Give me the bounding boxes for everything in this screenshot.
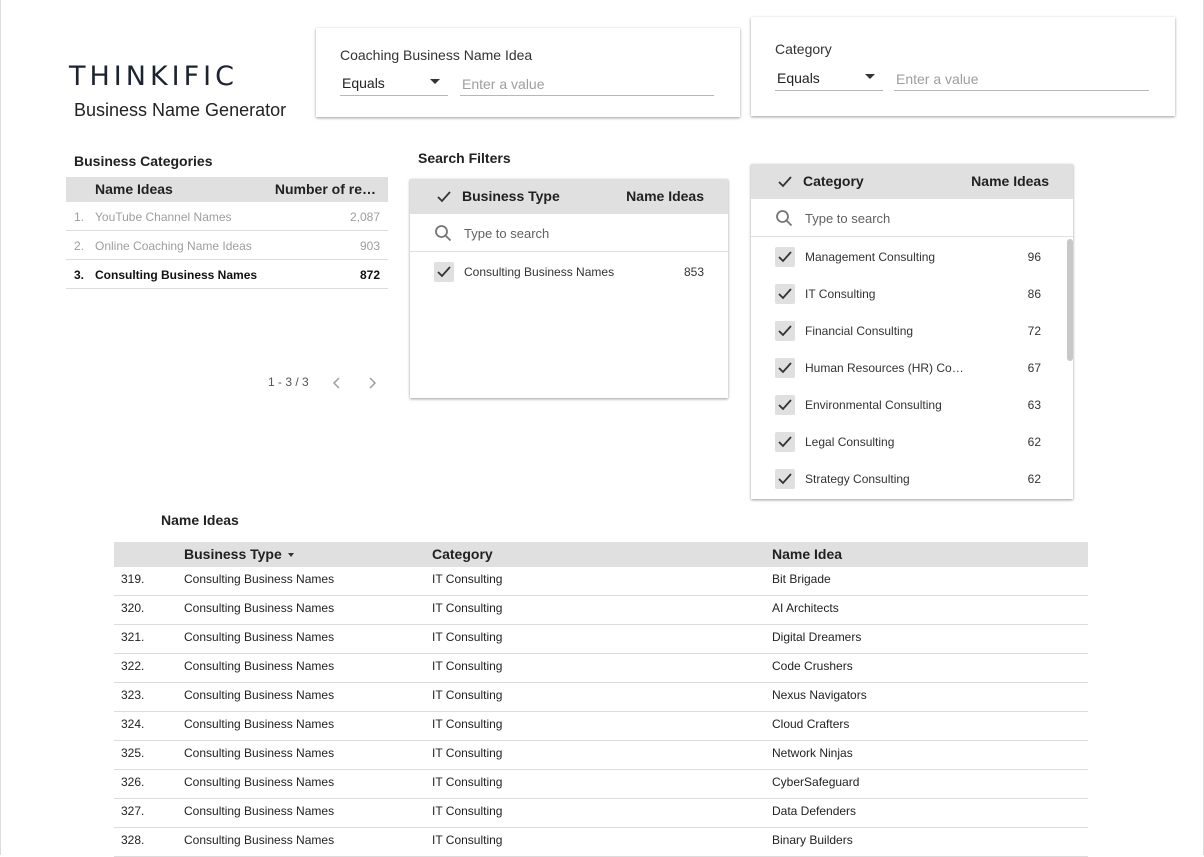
business-type-filter xyxy=(410,179,728,398)
item-count: 62 xyxy=(1027,435,1041,449)
row-name: Consulting Business Names xyxy=(95,268,258,282)
category-filter-card xyxy=(751,17,1175,116)
item-checkbox[interactable] xyxy=(775,432,795,452)
list-item[interactable] xyxy=(751,313,1073,350)
table-row[interactable] xyxy=(114,770,1088,799)
row-business-type: Consulting Business Names xyxy=(184,630,335,644)
category-operator-value: Equals xyxy=(777,70,820,86)
table-row[interactable] xyxy=(114,596,1088,625)
category-value-input[interactable] xyxy=(894,67,1149,91)
item-label: Legal Consulting xyxy=(805,435,895,449)
item-checkbox[interactable] xyxy=(775,469,795,489)
item-checkbox[interactable] xyxy=(434,262,454,282)
row-category: IT Consulting xyxy=(432,688,503,702)
category-filter-label: Category xyxy=(775,41,832,57)
row-category: IT Consulting xyxy=(432,775,503,789)
name-ideas-title: Name Ideas xyxy=(161,512,239,528)
row-name: Online Coaching Name Ideas xyxy=(95,239,252,253)
item-count: 96 xyxy=(1027,250,1041,264)
table-row[interactable] xyxy=(114,567,1088,596)
row-index: 2. xyxy=(74,239,85,253)
category-search[interactable] xyxy=(751,199,1073,237)
col-business-type: Business Type xyxy=(462,188,560,204)
row-name-idea: Cloud Crafters xyxy=(772,717,850,731)
chevron-right-icon[interactable] xyxy=(365,375,379,391)
row-count: 903 xyxy=(359,239,380,253)
chevron-down-icon xyxy=(430,79,440,84)
page-subtitle: Business Name Generator xyxy=(74,100,287,120)
search-filters-title: Search Filters xyxy=(418,150,511,166)
table-row[interactable] xyxy=(66,260,388,289)
row-category: IT Consulting xyxy=(432,833,503,847)
item-count: 63 xyxy=(1027,398,1041,412)
name-ideas-header xyxy=(114,542,1088,567)
name-idea-operator-select[interactable] xyxy=(340,72,448,96)
list-item[interactable] xyxy=(751,276,1073,313)
item-checkbox[interactable] xyxy=(775,321,795,341)
item-label: Management Consulting xyxy=(805,250,936,264)
category-operator-select[interactable] xyxy=(775,67,883,91)
select-all-checkbox[interactable] xyxy=(775,172,795,192)
row-count: 2,087 xyxy=(349,210,380,224)
row-category: IT Consulting xyxy=(432,572,503,586)
row-name-idea: Network Ninjas xyxy=(772,746,853,760)
row-name-idea: Digital Dreamers xyxy=(772,630,862,644)
chevron-left-icon[interactable] xyxy=(330,375,344,391)
item-checkbox[interactable] xyxy=(775,284,795,304)
category-list-header xyxy=(751,164,1073,199)
row-name-idea: Binary Builders xyxy=(772,833,853,847)
list-item[interactable] xyxy=(751,350,1073,387)
search-icon xyxy=(434,224,452,242)
table-header xyxy=(66,177,388,202)
item-count: 86 xyxy=(1027,287,1041,301)
category-list-filter xyxy=(751,164,1073,499)
row-index: 325. xyxy=(121,746,145,760)
row-name-idea: AI Architects xyxy=(772,601,839,615)
table-row[interactable] xyxy=(114,712,1088,741)
row-category: IT Consulting xyxy=(432,601,503,615)
col-category: Category xyxy=(803,173,864,189)
row-count: 872 xyxy=(359,268,380,282)
name-idea-filter-label: Coaching Business Name Idea xyxy=(340,47,533,63)
col-name-idea[interactable]: Name Idea xyxy=(772,546,843,562)
table-row[interactable] xyxy=(114,683,1088,712)
name-idea-operator-value: Equals xyxy=(342,75,385,91)
list-item[interactable] xyxy=(751,461,1073,498)
item-checkbox[interactable] xyxy=(775,395,795,415)
list-item[interactable] xyxy=(410,254,728,291)
list-item[interactable] xyxy=(751,424,1073,461)
row-index: 320. xyxy=(121,601,145,615)
item-label: Financial Consulting xyxy=(805,324,914,338)
row-index: 326. xyxy=(121,775,145,789)
row-index: 319. xyxy=(121,572,145,586)
col-name-ideas: Name Ideas xyxy=(626,188,704,204)
row-index: 1. xyxy=(74,210,85,224)
table-row[interactable] xyxy=(114,799,1088,828)
table-row[interactable] xyxy=(114,654,1088,683)
row-index: 327. xyxy=(121,804,145,818)
chevron-down-icon xyxy=(865,74,875,79)
list-item[interactable] xyxy=(751,387,1073,424)
item-label: Consulting Business Names xyxy=(464,265,615,279)
pagination-label: 1 - 3 / 3 xyxy=(268,375,309,389)
category-list-scrollbar[interactable] xyxy=(1067,239,1073,361)
row-business-type: Consulting Business Names xyxy=(184,833,335,847)
col-business-type-label: Business Type xyxy=(184,546,282,562)
table-row[interactable] xyxy=(66,202,388,231)
name-idea-value-input[interactable] xyxy=(460,72,714,96)
row-business-type: Consulting Business Names xyxy=(184,688,335,702)
row-business-type: Consulting Business Names xyxy=(184,572,335,586)
row-business-type: Consulting Business Names xyxy=(184,804,335,818)
row-name-idea: Bit Brigade xyxy=(772,572,831,586)
search-icon xyxy=(775,209,793,227)
row-business-type: Consulting Business Names xyxy=(184,659,335,673)
row-business-type: Consulting Business Names xyxy=(184,717,335,731)
search-placeholder: Type to search xyxy=(464,226,550,241)
col-name-ideas[interactable]: Name Ideas xyxy=(95,181,173,197)
business-type-search[interactable] xyxy=(410,214,728,252)
table-row[interactable] xyxy=(114,741,1088,770)
item-count: 853 xyxy=(683,265,704,279)
thinkific-logo: THINKIFIC xyxy=(69,61,238,92)
table-row[interactable] xyxy=(114,625,1088,654)
col-business-type[interactable] xyxy=(184,546,294,562)
row-category: IT Consulting xyxy=(432,659,503,673)
col-name-ideas: Name Ideas xyxy=(971,173,1049,189)
item-label: Strategy Consulting xyxy=(805,472,910,486)
business-categories-title: Business Categories xyxy=(74,153,213,169)
row-name: YouTube Channel Names xyxy=(95,210,232,224)
row-business-type: Consulting Business Names xyxy=(184,775,335,789)
item-label: Human Resources (HR) Co… xyxy=(805,361,964,375)
row-index: 322. xyxy=(121,659,145,673)
item-count: 67 xyxy=(1027,361,1041,375)
row-index: 328. xyxy=(121,833,145,847)
row-index: 3. xyxy=(74,268,85,282)
item-count: 72 xyxy=(1027,324,1041,338)
row-index: 324. xyxy=(121,717,145,731)
list-item[interactable] xyxy=(751,239,1073,276)
business-categories-table xyxy=(66,177,388,289)
row-category: IT Consulting xyxy=(432,717,503,731)
row-index: 323. xyxy=(121,688,145,702)
item-checkbox[interactable] xyxy=(775,358,795,378)
table-row[interactable] xyxy=(114,828,1088,857)
item-label: Environmental Consulting xyxy=(805,398,942,412)
row-index: 321. xyxy=(121,630,145,644)
row-business-type: Consulting Business Names xyxy=(184,746,335,760)
search-placeholder: Type to search xyxy=(805,211,891,226)
item-count: 62 xyxy=(1027,472,1041,486)
select-all-checkbox[interactable] xyxy=(434,187,454,207)
row-category: IT Consulting xyxy=(432,630,503,644)
row-name-idea: Nexus Navigators xyxy=(772,688,867,702)
name-idea-filter-card xyxy=(316,28,740,117)
row-category: IT Consulting xyxy=(432,746,503,760)
row-business-type: Consulting Business Names xyxy=(184,601,335,615)
col-number-of-records[interactable]: Number of re… xyxy=(274,181,376,197)
col-category[interactable]: Category xyxy=(432,546,493,562)
row-name-idea: CyberSafeguard xyxy=(772,775,860,789)
item-checkbox[interactable] xyxy=(775,247,795,267)
row-name-idea: Data Defenders xyxy=(772,804,857,818)
sort-down-icon xyxy=(288,553,294,557)
item-label: IT Consulting xyxy=(805,287,876,301)
business-type-header xyxy=(410,179,728,214)
table-row[interactable] xyxy=(66,231,388,260)
row-category: IT Consulting xyxy=(432,804,503,818)
row-name-idea: Code Crushers xyxy=(772,659,853,673)
